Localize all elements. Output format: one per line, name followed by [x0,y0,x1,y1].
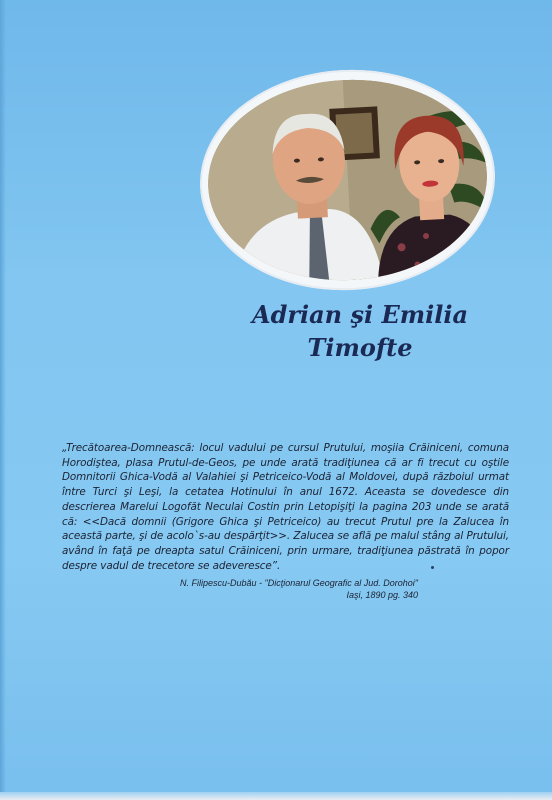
quote-source-place: Iaşi, 1890 pg. 340 [346,590,418,600]
author-names-line2: Timofte [307,333,413,362]
print-speck [431,566,434,569]
quote-paragraph: „Trecătoarea-Domnească: locul vadului pe cursul Prutului, moşiia Crăiniceni, comuna Horodiştea, plasa Prutul-de-Geos, pe unde arată tradiţiunea că ar fi trecut cu oştile Domnitorii Ghica-Vodă al Valahiei şi Petriceico-Vodă al Moldovei, după războiul urmat între Turci şi Leşi, la cetatea Hotinului în anul 1672. Aceasta se dovedesce din descrierea Marelui Logofăt Neculai Costin prin Letopişiţi la pagina 203 unde se arată că: <<Dacă domnii (Grigore Ghica şi Petriceico) au trecut Prutul pre la Zalucea în această parte, şi de acolo`s-au despărţit>>. Zalucea se află pe malul stâng al Prutului, având în faţă pe dreapta satul Crăiniceni, prin urmare, tradiţiunea păstrată în popor despre vadul de trecetore se adeveresce”. [62,442,509,572]
cover-edge-shadow [0,0,6,800]
author-names-line1: Adrian şi Emilia [251,300,469,329]
author-names [230,298,490,364]
cover-bottom-edge [0,792,552,800]
quote-source [150,577,418,601]
photo-oval [200,70,495,290]
quote-source-title: N. Filipescu-Dubău - "Dicţionarul Geografic al Jud. Dorohoi" [180,578,418,588]
